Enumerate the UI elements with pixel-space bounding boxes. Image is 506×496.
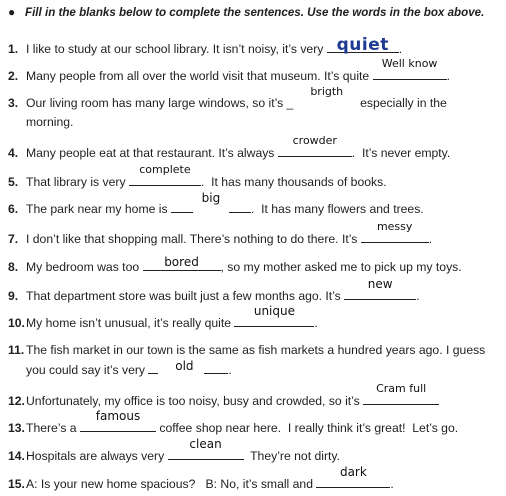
answer-text: unique	[253, 304, 295, 318]
sentence-number: 13.	[8, 421, 25, 435]
answer-blank[interactable]	[171, 191, 251, 213]
sentence-text: Unfortunately, my office is too noisy, busy and crowded, so it’s	[26, 394, 364, 408]
sentence-text-end: .	[398, 42, 403, 56]
sentence-number: 9.	[8, 289, 19, 303]
sentence-number: 3.	[8, 96, 19, 110]
answer-text: complete	[139, 163, 191, 176]
sentence-14	[8, 437, 340, 463]
sentence-number: 6.	[8, 202, 19, 216]
sentence-12	[8, 382, 439, 408]
answer-text: brigth	[310, 85, 344, 98]
bullet-icon: ●	[8, 5, 16, 19]
answer-text: Well know	[381, 57, 438, 70]
sentence-text: The fish market in our town is the same as fish markets a hundred years ago. I guess	[26, 343, 486, 357]
sentence-number: 14.	[8, 449, 25, 463]
answer-text: old	[175, 359, 194, 373]
sentence-5	[8, 163, 387, 189]
sentence-text: Many people from all over the world visit that museum. It’s quite	[26, 69, 373, 83]
sentence-3-continued: morning.	[26, 115, 74, 129]
answer-blank[interactable]	[80, 409, 156, 432]
sentence-number: 8.	[8, 260, 19, 274]
sentence-number: 12.	[8, 394, 25, 408]
sentence-7	[8, 220, 433, 246]
sentence-text: Our living room has many large windows, so it’s _	[26, 96, 297, 110]
sentence-number: 7.	[8, 232, 19, 246]
sentence-text: That department store was built just a few months ago. It’s	[26, 289, 345, 303]
sentence-3	[8, 85, 447, 110]
sentence-text-end: , so my mother asked me to pick up my toys.	[220, 260, 462, 274]
answer-blank[interactable]	[373, 57, 447, 80]
answer-text: messy	[376, 220, 413, 233]
answer-blank[interactable]	[363, 382, 439, 405]
sentence-number: 11.	[8, 343, 25, 357]
answer-blank[interactable]	[143, 255, 221, 271]
answer-blank[interactable]	[148, 359, 228, 374]
sentence-text: That library is very	[26, 175, 129, 189]
answer-text: clean	[189, 437, 222, 451]
answer-blank[interactable]	[278, 134, 352, 157]
answer-blank[interactable]	[234, 304, 314, 327]
answer-blank[interactable]	[297, 85, 357, 107]
sentence-text-end: .	[390, 477, 394, 491]
sentence-number: 5.	[8, 175, 19, 189]
sentence-text-end: coffee shop near here. I really think it’s great! Let’s go.	[155, 421, 459, 435]
sentence-11-continued	[26, 359, 232, 377]
sentence-4	[8, 134, 451, 160]
sentence-text-end: . It has many flowers and trees.	[250, 202, 424, 216]
sentence-8	[8, 255, 462, 274]
answer-blank[interactable]	[316, 465, 390, 488]
sentence-10	[8, 304, 318, 330]
answer-text: quiet	[336, 35, 389, 55]
sentence-text: My bedroom was too	[26, 260, 143, 274]
answer-blank[interactable]	[361, 220, 429, 243]
sentence-text: I like to study at our school library. It isn’t noisy, it’s very	[26, 42, 327, 56]
answer-text: big	[201, 191, 221, 205]
answer-text: new	[367, 277, 393, 291]
answer-text: famous	[95, 409, 141, 423]
sentence-text: I don’t like that shopping mall. There’s nothing to do there. It’s	[26, 232, 361, 246]
answer-blank[interactable]	[168, 437, 244, 460]
sentence-number: 10.	[8, 316, 25, 330]
sentence-number: 15.	[8, 477, 25, 491]
sentence-13	[8, 409, 459, 435]
sentence-text: A: Is your new home spacious? B: No, it’s small and	[26, 477, 317, 491]
sentence-9	[8, 277, 420, 303]
answer-text: Cram full	[376, 382, 427, 395]
sentence-number: 1.	[8, 42, 19, 56]
sentence-text-end: .	[314, 316, 318, 330]
sentence-number: 2.	[8, 69, 19, 83]
sentence-text-end: especially in the	[356, 96, 447, 110]
sentence-1	[8, 35, 403, 56]
sentence-text-end: . It’s never empty.	[351, 146, 451, 160]
answer-blank[interactable]	[129, 163, 201, 186]
sentence-text-end: .	[428, 232, 433, 246]
sentence-6	[8, 191, 424, 216]
sentence-text: There’s a	[26, 421, 80, 435]
sentence-text-end: . It has many thousands of books.	[200, 175, 387, 189]
sentence-text-end: They’re not dirty.	[243, 449, 340, 463]
sentence-text: Hospitals are always very	[26, 449, 168, 463]
sentence-text-end: .	[416, 289, 420, 303]
sentence-2	[8, 57, 450, 83]
answer-text: dark	[339, 465, 367, 479]
answer-blank[interactable]	[327, 35, 399, 55]
instructions-text: Fill in the blanks below to complete the sentences. Use the words in the box above.	[25, 6, 485, 19]
sentence-text: you could say it’s very	[26, 363, 149, 377]
sentence-text: Many people eat at that restaurant. It’s always	[26, 146, 278, 160]
answer-text: bored	[164, 255, 199, 269]
sentence-11	[8, 343, 485, 357]
answer-blank[interactable]	[344, 277, 416, 300]
sentence-text-end: .	[228, 363, 232, 377]
sentence-15	[8, 465, 394, 491]
sentence-text-end: .	[446, 69, 450, 83]
answer-text: crowder	[292, 134, 337, 147]
sentence-text: My home isn’t unusual, it’s really quite	[26, 316, 235, 330]
sentence-number: 4.	[8, 146, 19, 160]
sentence-text: The park near my home is	[26, 202, 171, 216]
